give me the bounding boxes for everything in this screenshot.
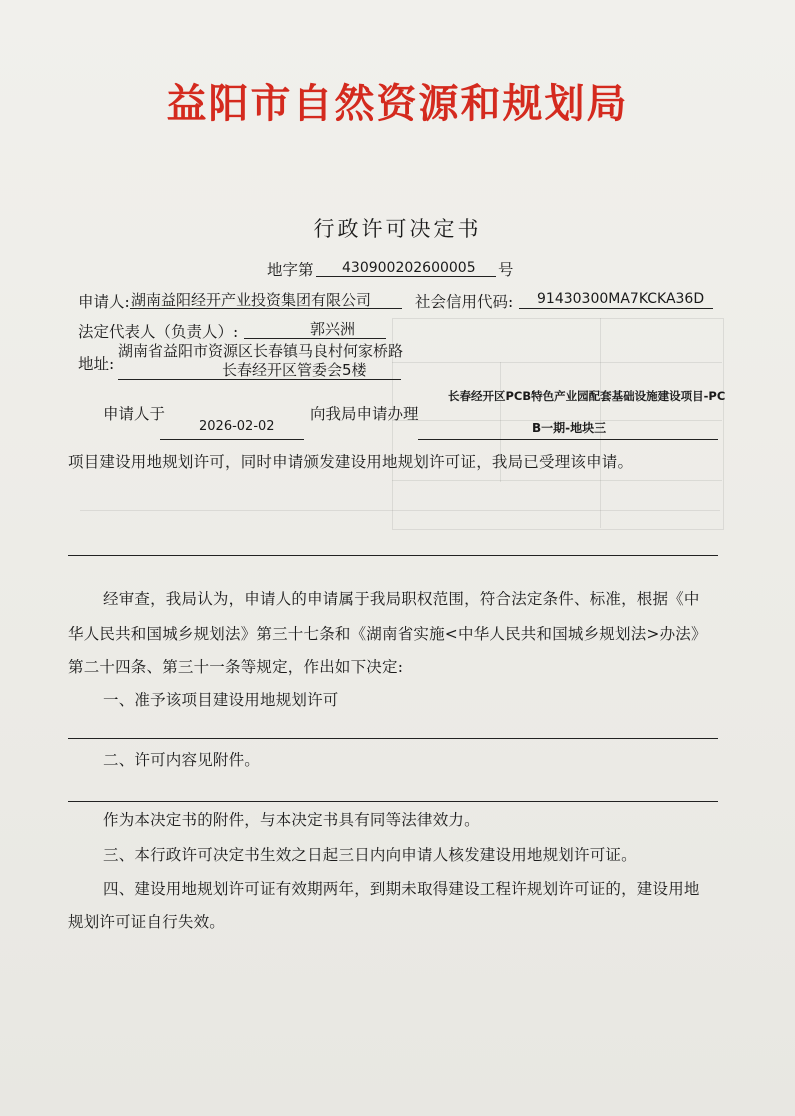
address-line1: 湖南省益阳市资源区长春镇马良村何家桥路 (118, 342, 404, 360)
credit-code-value: 91430300MA7KCKA36D (537, 291, 705, 307)
project-name-line1: 长春经开区PCB特色产业园配套基础设施建设项目-PC (448, 389, 726, 403)
decision-item-4-line-1: 四、建设用地规划许可证有效期两年，到期未取得建设工程许规划许可证的，建设用地 (103, 880, 700, 898)
agency-header: 益阳市自然资源和规划局 (166, 81, 629, 127)
address-line2: 长春经开区管委会5楼 (222, 361, 367, 379)
decision-item-1: 一、准予该项目建设用地规划许可 (103, 691, 339, 709)
application-prefix: 申请人于 (103, 405, 166, 423)
decision-item-3: 三、本行政许可决定书生效之日起三日内向申请人核发建设用地规划许可证。 (103, 846, 637, 864)
document-title: 行政许可决定书 (313, 217, 482, 241)
project-name-underline (418, 439, 718, 440)
blank-rule-2 (68, 738, 718, 739)
applicant-value: 湖南益阳经开产业投资集团有限公司 (131, 291, 372, 309)
address-label: 地址: (78, 355, 115, 373)
bleed-through-rule (392, 480, 722, 481)
blank-rule-1 (68, 555, 718, 556)
doc-number-prefix: 地字第 (267, 261, 314, 279)
project-name-line2: B一期-地块三 (532, 421, 607, 435)
application-middle: 向我局申请办理 (310, 405, 419, 423)
applicant-underline (130, 308, 402, 309)
decision-item-2: 二、许可内容见附件。 (103, 751, 261, 769)
decision-item-2-note: 作为本决定书的附件，与本决定书具有同等法律效力。 (103, 811, 480, 829)
legal-rep-value: 郭兴洲 (310, 320, 356, 338)
legal-rep-underline (244, 338, 386, 339)
review-line-1: 经审查，我局认为，申请人的申请属于我局职权范围，符合法定条件、标准，根据《中 (103, 590, 700, 608)
blank-rule-3 (68, 801, 718, 802)
bleed-through-rule (392, 362, 722, 363)
bleed-through-rule (80, 510, 720, 511)
application-date-underline (160, 439, 304, 440)
address-underline (118, 379, 401, 380)
applicant-label: 申请人: (78, 293, 130, 311)
doc-number-value: 430900202600005 (342, 260, 476, 276)
application-continuation: 项目建设用地规划许可，同时申请颁发建设用地规划许可证，我局已受理该申请。 (68, 453, 634, 471)
credit-code-underline (519, 308, 713, 309)
legal-rep-label: 法定代表人（负责人）: (78, 323, 239, 341)
review-line-3: 第二十四条、第三十一条等规定，作出如下决定: (68, 658, 404, 676)
review-line-2: 华人民共和国城乡规划法》第三十七条和《湖南省实施<中华人民共和国城乡规划法>办法》 (68, 625, 707, 643)
decision-item-4-line-2: 规划许可证自行失效。 (68, 913, 226, 931)
application-date: 2026-02-02 (199, 419, 275, 434)
doc-number-suffix: 号 (498, 261, 514, 279)
credit-code-label: 社会信用代码: (415, 293, 514, 311)
doc-number-underline (316, 276, 496, 277)
